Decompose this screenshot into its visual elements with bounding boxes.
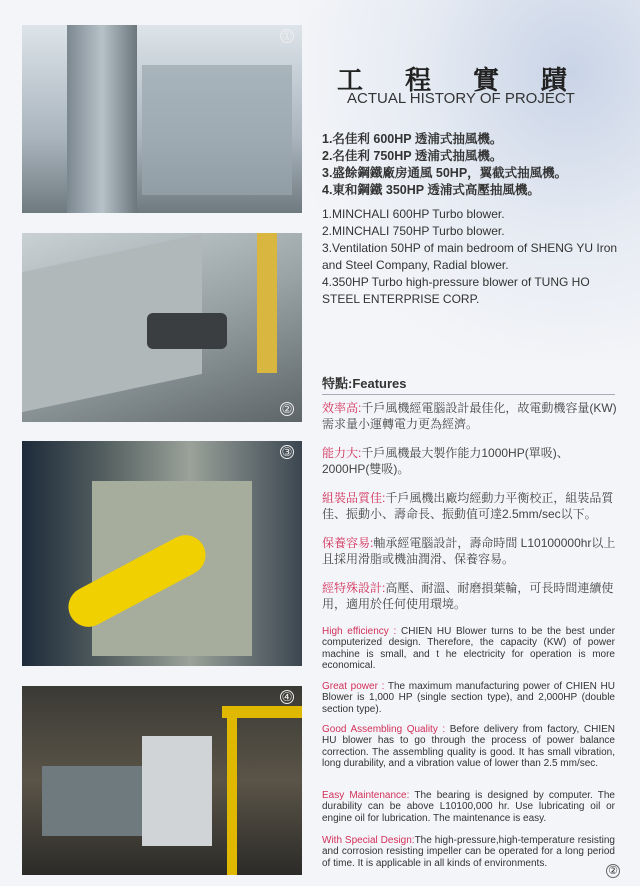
photo-blower-stack [22,25,302,213]
feature-label: With Special Design: [322,835,415,846]
feature-label: Good Assembling Quality : [322,724,450,735]
project-item: 3.Ventilation 50HP of main bedroom of SHENG YU Iron and Steel Company, Radial blower. [322,241,618,272]
feature-en [322,681,615,715]
feature-text: 高壓、耐溫、耐磨損葉輪，可長時間連續使用，適用於任何使用環境。 [322,581,614,611]
feature-text: Before delivery from factory, CHIEN HU blower has to go through the process of power balance correction. The assembling quality is good. It has small vibration, long durability, and a vibration value of lower than 2.5 mm/sec. [322,724,615,769]
feature-en [322,724,615,769]
photo-blower-factory [22,686,302,875]
feature-cn [322,490,620,522]
project-item: 1.名佳利 600HP 透浦式抽風機。 [322,132,503,146]
project-list-chinese [322,131,567,199]
feature-cn [322,535,620,567]
feature-label: Great power : [322,681,388,692]
project-item: 3.盛餘鋼鐵廠房通風 50HP，翼截式抽風機。 [322,166,568,180]
project-item: 2.名佳利 750HP 透浦式抽風機。 [322,149,503,163]
photo-blower-housing [22,441,302,666]
photo-blower-outdoor [22,233,302,422]
page-number: ② [606,864,620,878]
feature-label: High efficiency : [322,626,402,637]
feature-en [322,835,615,869]
project-item: 1.MINCHALI 600HP Turbo blower. [322,207,505,221]
title-chinese: 工程實蹟 [337,65,610,95]
project-item: 4.350HP Turbo high-pressure blower of TUNG HO STEEL ENTERPRISE CORP. [322,275,590,306]
feature-cn [322,400,620,432]
feature-en [322,626,615,671]
feature-text: 千戶風機經電腦設計最佳化，故電動機容量(KW)需求量小運轉電力更為經濟。 [322,401,617,431]
feature-text: 軸承經電腦設計，壽命時間 L10100000hr以上且採用滑脂或機油潤滑、保養容易。 [322,536,616,566]
feature-label: 效率高: [322,401,362,415]
features-header: 特點:Features [322,373,615,395]
feature-label: 組裝品質佳: [322,491,386,505]
feature-text: The high-pressure,high-temperature resisting and corrosion resisting impeller can be operated for a long period of time. It is applicable in all kinds of environments. [322,835,615,869]
photo-number: ④ [281,690,293,704]
feature-text: 千戶風機出廠均經動力平衡校正，組裝品質佳、振動小、壽命長、振動值可達2.5mm/sec以下。 [322,491,614,521]
feature-cn [322,580,620,612]
feature-text: 千戶風機最大製作能力1000HP(單吸)、 2000HP(雙吸)。 [322,446,569,476]
project-item: 4.東和鋼鐵 350HP 透浦式高壓抽風機。 [322,183,540,197]
photo-number: ① [281,29,293,43]
feature-text: The maximum manufacturing power of CHIEN HU Blower is 1,000 HP (single section type), and 2,000HP (double section type). [322,681,615,715]
photo-number: ③ [281,445,293,459]
feature-en [322,790,615,824]
feature-text: The bearing is designed by computer. The durability can be above L10100,000 hr. Use lubricating oil or engine oil for lubrication. The maintenance is easy. [322,790,615,824]
feature-cn [322,445,620,477]
project-list-english [322,206,627,308]
feature-label: 能力大: [322,446,362,460]
title-english: ACTUAL HISTORY OF PROJECT [347,90,575,107]
feature-text: CHIEN HU Blower turns to be the best under computerized design. Therefore, the capacity (KW) of power machine is small, and t he electricity for operation is more economical. [322,626,615,671]
feature-label: 經特殊設計: [322,581,386,595]
project-item: 2.MINCHALI 750HP Turbo blower. [322,224,505,238]
feature-label: 保養容易: [322,536,374,550]
photo-number: ② [281,402,293,416]
feature-label: Easy Maintenance: [322,790,415,801]
